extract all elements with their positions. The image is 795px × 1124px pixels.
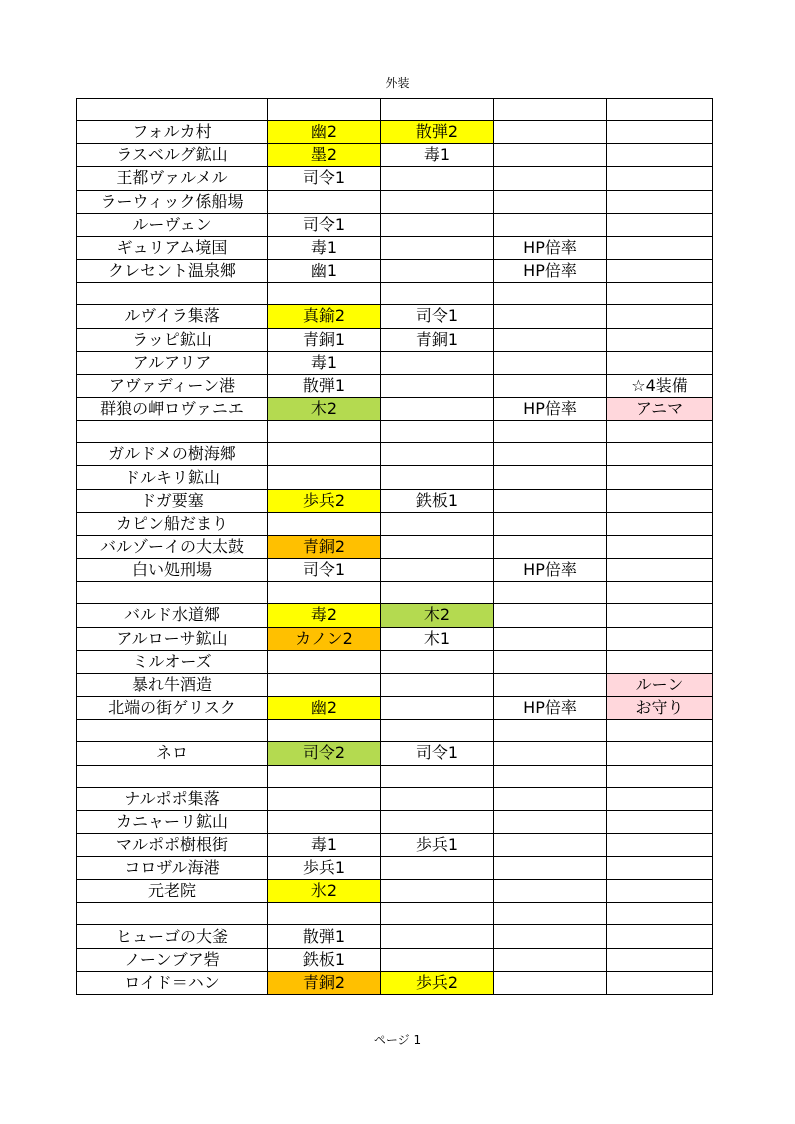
table-cell: [607, 810, 713, 833]
table-cell: [381, 673, 494, 696]
table-cell: [494, 810, 607, 833]
table-cell: [607, 559, 713, 582]
location-name-cell: 暴れ牛酒造: [77, 673, 268, 696]
table-cell: [381, 697, 494, 720]
table-row: [77, 697, 713, 720]
table-cell: [381, 880, 494, 903]
table-cell: [381, 787, 494, 810]
table-cell: [494, 512, 607, 535]
table-cell: [607, 236, 713, 259]
table-cell: [268, 650, 381, 673]
table-cell: [494, 787, 607, 810]
table-cell: [494, 99, 607, 121]
table-row: [77, 398, 713, 421]
table-cell: 毒1: [268, 351, 381, 374]
location-name-cell: ミルオーズ: [77, 650, 268, 673]
table-cell: 散弾1: [268, 925, 381, 948]
table-cell: [494, 121, 607, 144]
table-row: [77, 489, 713, 512]
table-cell: [607, 582, 713, 604]
table-cell: [607, 787, 713, 810]
table-cell: [494, 351, 607, 374]
table-cell: [381, 536, 494, 559]
table-cell: 幽2: [268, 121, 381, 144]
table-cell: [268, 787, 381, 810]
table-cell: [381, 167, 494, 190]
table-row: [77, 99, 713, 121]
location-name-cell: [77, 421, 268, 443]
table-cell: [494, 328, 607, 351]
location-name-cell: 王都ヴァルメル: [77, 167, 268, 190]
table-cell: [607, 213, 713, 236]
table-cell: 青銅2: [268, 536, 381, 559]
table-cell: [268, 421, 381, 443]
table-cell: [607, 650, 713, 673]
table-cell: 司令1: [381, 305, 494, 328]
table-cell: [607, 857, 713, 880]
location-name-cell: ラーウィック係船場: [77, 190, 268, 213]
table-cell: [381, 421, 494, 443]
table-row: [77, 466, 713, 489]
table-cell: 木2: [381, 604, 494, 627]
table-cell: HP倍率: [494, 236, 607, 259]
location-name-cell: ドルキリ鉱山: [77, 466, 268, 489]
table-cell: [607, 880, 713, 903]
table-cell: [607, 283, 713, 305]
table-cell: [268, 720, 381, 742]
table-cell: [607, 742, 713, 765]
location-name-cell: ラッピ鉱山: [77, 328, 268, 351]
table-cell: [268, 810, 381, 833]
table-cell: [607, 121, 713, 144]
table-cell: 毒1: [268, 236, 381, 259]
table-cell: 墨2: [268, 144, 381, 167]
table-cell: 毒1: [268, 833, 381, 856]
table-row: [77, 810, 713, 833]
table-cell: [607, 190, 713, 213]
table-cell: [607, 948, 713, 971]
table-cell: [607, 925, 713, 948]
table-cell: [607, 305, 713, 328]
table-cell: [607, 260, 713, 283]
location-name-cell: カニャーリ鉱山: [77, 810, 268, 833]
table-row: [77, 167, 713, 190]
table-cell: [381, 260, 494, 283]
table-cell: [607, 512, 713, 535]
table-cell: [381, 398, 494, 421]
table-cell: [607, 765, 713, 787]
table-cell: [607, 328, 713, 351]
table-cell: [268, 283, 381, 305]
table-cell: 司令1: [268, 559, 381, 582]
table-row: [77, 421, 713, 443]
location-name-cell: フォルカ村: [77, 121, 268, 144]
table-cell: [494, 582, 607, 604]
table-row: [77, 213, 713, 236]
table-cell: [381, 512, 494, 535]
table-cell: [494, 421, 607, 443]
table-cell: [268, 582, 381, 604]
table-cell: [268, 466, 381, 489]
table-cell: [607, 903, 713, 925]
table-cell: [268, 903, 381, 925]
table-row: [77, 190, 713, 213]
table-cell: 幽1: [268, 260, 381, 283]
spreadsheet-table: [76, 98, 713, 995]
table-cell: [607, 833, 713, 856]
table-cell: [381, 925, 494, 948]
table-cell: [494, 765, 607, 787]
table-cell: 毒1: [381, 144, 494, 167]
table-cell: [494, 466, 607, 489]
location-name-cell: バルゾーイの大太鼓: [77, 536, 268, 559]
table-cell: 毒2: [268, 604, 381, 627]
table-cell: [607, 99, 713, 121]
table-cell: [381, 466, 494, 489]
table-cell: [268, 443, 381, 466]
table-cell: 木1: [381, 627, 494, 650]
table-cell: [494, 190, 607, 213]
table-row: [77, 582, 713, 604]
table-cell: [381, 948, 494, 971]
table-cell: 幽2: [268, 697, 381, 720]
table-cell: [494, 948, 607, 971]
table-cell: [607, 536, 713, 559]
location-name-cell: ルヴイラ集落: [77, 305, 268, 328]
location-name-cell: [77, 283, 268, 305]
table-cell: 真鍮2: [268, 305, 381, 328]
table-cell: 歩兵2: [381, 971, 494, 994]
table-cell: [381, 559, 494, 582]
table-cell: [494, 650, 607, 673]
table-cell: [494, 857, 607, 880]
location-name-cell: 北端の街ゲリスク: [77, 697, 268, 720]
table-cell: お守り: [607, 697, 713, 720]
location-name-cell: 群狼の岬ロヴァニエ: [77, 398, 268, 421]
table-row: [77, 833, 713, 856]
table-cell: [494, 604, 607, 627]
table-cell: [494, 627, 607, 650]
location-name-cell: 白い処刑場: [77, 559, 268, 582]
table-cell: 司令1: [268, 213, 381, 236]
table-cell: 鉄板1: [381, 489, 494, 512]
table-cell: HP倍率: [494, 559, 607, 582]
table-row: [77, 673, 713, 696]
table-cell: [381, 857, 494, 880]
location-name-cell: ロイド＝ハン: [77, 971, 268, 994]
table-cell: HP倍率: [494, 398, 607, 421]
location-name-cell: [77, 582, 268, 604]
table-row: [77, 742, 713, 765]
table-row: [77, 351, 713, 374]
location-name-cell: ナルポポ集落: [77, 787, 268, 810]
spreadsheet-body: [77, 99, 713, 995]
table-cell: [381, 351, 494, 374]
table-cell: [494, 673, 607, 696]
location-name-cell: アルローサ鉱山: [77, 627, 268, 650]
table-cell: カノン2: [268, 627, 381, 650]
table-row: [77, 650, 713, 673]
table-row: [77, 880, 713, 903]
location-name-cell: クレセント温泉郷: [77, 260, 268, 283]
table-cell: [494, 213, 607, 236]
location-name-cell: ガルドメの樹海郷: [77, 443, 268, 466]
location-name-cell: マルポポ樹根街: [77, 833, 268, 856]
location-name-cell: アルアリア: [77, 351, 268, 374]
table-row: [77, 925, 713, 948]
table-cell: [494, 971, 607, 994]
table-row: [77, 536, 713, 559]
table-cell: [494, 144, 607, 167]
location-name-cell: [77, 903, 268, 925]
location-name-cell: ルーヴェン: [77, 213, 268, 236]
page-header-title: 外装: [385, 76, 410, 90]
table-cell: [494, 167, 607, 190]
table-cell: [381, 582, 494, 604]
location-name-cell: バルド水道郷: [77, 604, 268, 627]
table-cell: [268, 190, 381, 213]
table-cell: [268, 99, 381, 121]
table-cell: 青銅2: [268, 971, 381, 994]
table-row: [77, 857, 713, 880]
table-cell: [494, 720, 607, 742]
table-cell: HP倍率: [494, 260, 607, 283]
location-name-cell: ヒューゴの大釜: [77, 925, 268, 948]
location-name-cell: ラスベルグ鉱山: [77, 144, 268, 167]
table-row: [77, 765, 713, 787]
table-cell: [494, 443, 607, 466]
location-name-cell: ギュリアム境国: [77, 236, 268, 259]
table-cell: [381, 903, 494, 925]
table-row: [77, 604, 713, 627]
location-name-cell: ネロ: [77, 742, 268, 765]
table-cell: [381, 213, 494, 236]
table-cell: アニマ: [607, 398, 713, 421]
table-row: [77, 144, 713, 167]
location-name-cell: コロザル海港: [77, 857, 268, 880]
table-cell: HP倍率: [494, 697, 607, 720]
table-row: [77, 121, 713, 144]
table-cell: [381, 650, 494, 673]
table-row: [77, 627, 713, 650]
table-cell: [381, 374, 494, 397]
table-cell: [607, 971, 713, 994]
table-row: [77, 374, 713, 397]
location-name-cell: アヴァディーン港: [77, 374, 268, 397]
table-cell: [268, 765, 381, 787]
table-cell: [607, 489, 713, 512]
table-cell: [607, 351, 713, 374]
table-cell: 青銅1: [381, 328, 494, 351]
table-row: [77, 971, 713, 994]
table-cell: 木2: [268, 398, 381, 421]
table-cell: 氷2: [268, 880, 381, 903]
table-cell: 歩兵1: [268, 857, 381, 880]
table-cell: [607, 604, 713, 627]
table-row: [77, 443, 713, 466]
table-row: [77, 559, 713, 582]
table-cell: [268, 673, 381, 696]
location-name-cell: [77, 765, 268, 787]
location-name-cell: [77, 99, 268, 121]
location-name-cell: [77, 720, 268, 742]
table-cell: [381, 99, 494, 121]
table-cell: [381, 720, 494, 742]
location-name-cell: 元老院: [77, 880, 268, 903]
table-cell: 鉄板1: [268, 948, 381, 971]
table-cell: [381, 810, 494, 833]
table-cell: [607, 466, 713, 489]
table-row: [77, 903, 713, 925]
table-cell: 歩兵1: [381, 833, 494, 856]
table-cell: 散弾1: [268, 374, 381, 397]
table-cell: [607, 167, 713, 190]
table-cell: [607, 443, 713, 466]
table-row: [77, 283, 713, 305]
table-cell: 司令2: [268, 742, 381, 765]
table-row: [77, 948, 713, 971]
table-cell: [607, 421, 713, 443]
table-cell: ☆4装備: [607, 374, 713, 397]
table-row: [77, 260, 713, 283]
table-cell: [494, 374, 607, 397]
location-name-cell: ノーンブア砦: [77, 948, 268, 971]
table-cell: 散弾2: [381, 121, 494, 144]
table-cell: 青銅1: [268, 328, 381, 351]
table-cell: [494, 536, 607, 559]
table-cell: [494, 305, 607, 328]
table-row: [77, 720, 713, 742]
table-cell: [607, 627, 713, 650]
table-row: [77, 236, 713, 259]
table-cell: [494, 283, 607, 305]
table-cell: [494, 880, 607, 903]
table-row: [77, 512, 713, 535]
page-footer-number: ページ 1: [373, 1033, 422, 1047]
table-row: [77, 787, 713, 810]
table-cell: [494, 925, 607, 948]
table-cell: [494, 489, 607, 512]
table-cell: [607, 144, 713, 167]
location-name-cell: カピン船だまり: [77, 512, 268, 535]
table-cell: [494, 742, 607, 765]
table-row: [77, 328, 713, 351]
table-cell: [607, 720, 713, 742]
table-cell: 司令1: [381, 742, 494, 765]
table-cell: ルーン: [607, 673, 713, 696]
table-cell: 司令1: [268, 167, 381, 190]
table-cell: [381, 765, 494, 787]
table-cell: 歩兵2: [268, 489, 381, 512]
table-cell: [381, 190, 494, 213]
table-cell: [381, 283, 494, 305]
table-cell: [494, 903, 607, 925]
table-cell: [381, 443, 494, 466]
table-cell: [494, 833, 607, 856]
table-cell: [268, 512, 381, 535]
table-cell: [381, 236, 494, 259]
location-name-cell: ドガ要塞: [77, 489, 268, 512]
table-row: [77, 305, 713, 328]
